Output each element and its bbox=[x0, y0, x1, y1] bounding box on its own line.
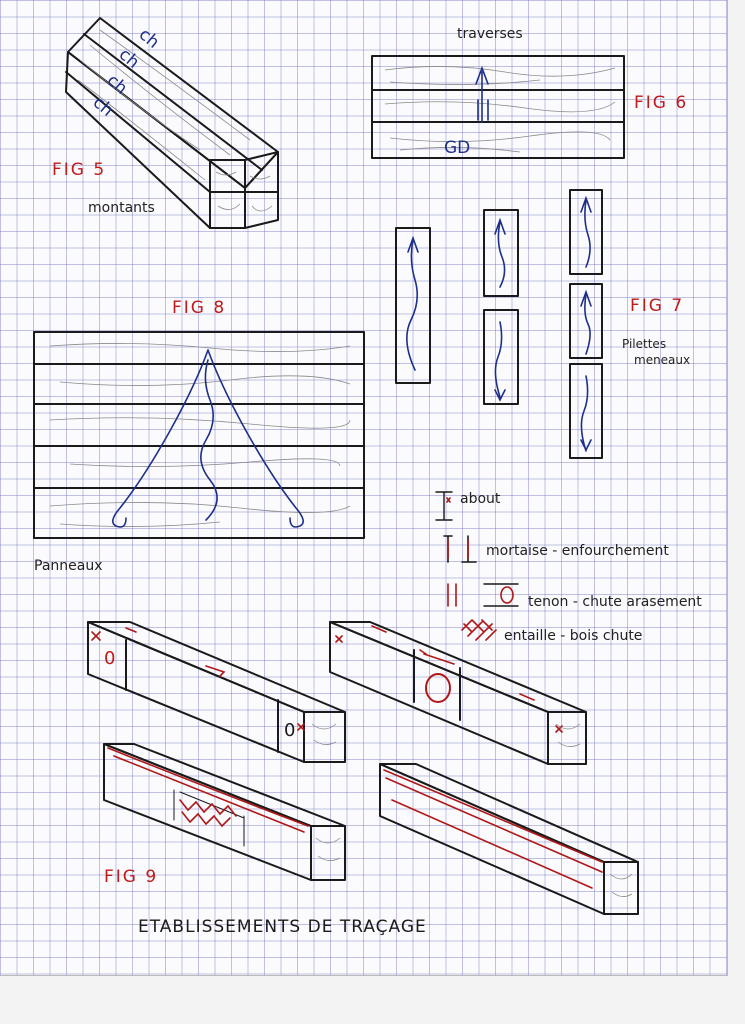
legend-about: about bbox=[460, 491, 501, 507]
fig5-caption: montants bbox=[88, 200, 155, 216]
tenon-symbol bbox=[448, 584, 518, 606]
fig5-mark-1: ch bbox=[88, 92, 118, 121]
fig5-drawing bbox=[66, 18, 278, 228]
fig9-beam-3 bbox=[104, 744, 345, 880]
fig5-mark-3: ch bbox=[114, 44, 144, 73]
fig5-mark-2: ch bbox=[102, 70, 132, 99]
mortaise-symbol bbox=[444, 536, 476, 562]
fig7-caption-line2: meneaux bbox=[634, 353, 691, 367]
fig8-drawing bbox=[34, 332, 364, 538]
fig6-mark: GD bbox=[444, 138, 471, 158]
fig8-label: FIG 8 bbox=[172, 298, 227, 318]
fig7-label: FIG 7 bbox=[630, 296, 685, 316]
fig6-drawing bbox=[372, 56, 624, 158]
legend-entaille: entaille - bois chute bbox=[504, 628, 643, 644]
fig6-label: FIG 6 bbox=[634, 93, 689, 113]
fig9-beam-1 bbox=[88, 622, 345, 762]
entaille-symbol bbox=[462, 620, 496, 640]
fig6-caption: traverses bbox=[457, 26, 523, 42]
fig5-mark-4: ch bbox=[134, 24, 164, 53]
fig5-label: FIG 5 bbox=[52, 160, 107, 180]
svg-text:0: 0 bbox=[104, 648, 116, 669]
fig9-beam-4 bbox=[380, 764, 638, 914]
legend-mortaise: mortaise - enfourchement bbox=[486, 543, 669, 559]
fig8-caption: Panneaux bbox=[34, 558, 103, 574]
svg-text:0: 0 bbox=[284, 720, 296, 741]
fig7-drawing bbox=[396, 190, 602, 458]
legend-tenon: tenon - chute arasement bbox=[528, 594, 702, 610]
about-symbol bbox=[436, 492, 452, 520]
fig9-label: FIG 9 bbox=[104, 867, 159, 887]
page-title: ETABLISSEMENTS DE TRAÇAGE bbox=[138, 917, 427, 937]
fig7-caption-line1: Pilettes bbox=[622, 337, 667, 351]
